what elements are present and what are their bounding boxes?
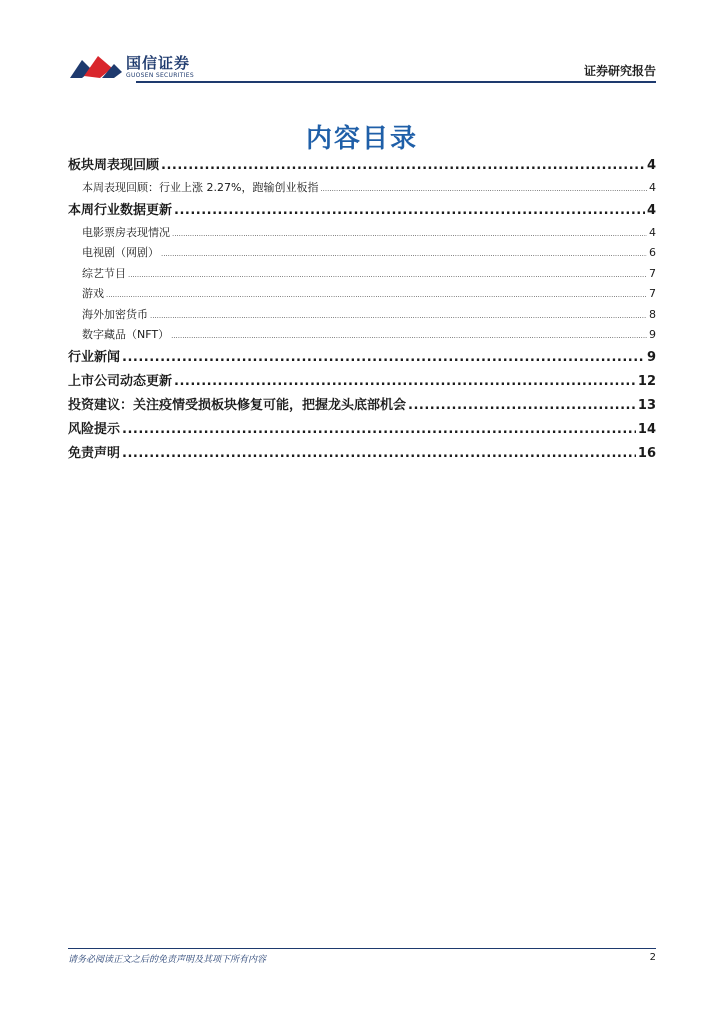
- toc-entry-label: 免责声明: [68, 445, 121, 461]
- toc-entry-subsection[interactable]: [68, 178, 656, 199]
- toc-entry-section[interactable]: [68, 370, 656, 394]
- toc-leader-dots: [122, 346, 645, 370]
- toc-entry-subsection[interactable]: [68, 223, 656, 244]
- toc-entry-page: 4: [646, 202, 656, 218]
- toc-leader-dots: [174, 370, 636, 394]
- toc-leader-dots: [320, 178, 647, 200]
- toc-entry-section[interactable]: [68, 154, 656, 178]
- table-of-contents: [68, 154, 656, 466]
- toc-leader-dots: [172, 223, 647, 245]
- toc-entry-section[interactable]: [68, 442, 656, 466]
- toc-leader-dots: [128, 264, 647, 286]
- toc-entry-subsection[interactable]: [68, 284, 656, 305]
- toc-entry-page: 16: [637, 445, 656, 461]
- disclaimer-note: 请务必阅读正文之后的免责声明及其项下所有内容: [68, 955, 267, 965]
- toc-entry-section[interactable]: [68, 418, 656, 442]
- toc-entry-label: 电视剧（网剧）: [82, 246, 159, 259]
- toc-entry-section[interactable]: [68, 394, 656, 418]
- toc-entry-label: 综艺节目: [82, 266, 126, 280]
- toc-entry-label: 上市公司动态更新: [68, 373, 173, 389]
- toc-entry-label: 海外加密货币: [82, 307, 148, 321]
- toc-entry-label: 行业新闻: [68, 349, 121, 365]
- toc-entry-page: 13: [637, 397, 656, 413]
- toc-entry-section[interactable]: [68, 346, 656, 370]
- footer-divider: [68, 948, 656, 949]
- toc-leader-dots: [122, 418, 636, 442]
- toc-entry-page: 7: [649, 287, 656, 300]
- report-type-label: 证券研究报告: [583, 64, 656, 78]
- toc-leader-dots: [161, 154, 645, 178]
- toc-entry-page: 4: [649, 225, 656, 239]
- toc-leader-dots: [408, 394, 636, 418]
- toc-entry-subsection[interactable]: [68, 325, 656, 346]
- toc-entry-subsection[interactable]: [68, 264, 656, 285]
- guosen-logo-icon: [68, 52, 122, 82]
- toc-entry-subsection[interactable]: [68, 305, 656, 326]
- toc-entry-label: 本周行业数据更新: [68, 202, 173, 218]
- page-number: 2: [649, 952, 656, 963]
- toc-entry-page: 8: [649, 307, 656, 321]
- page-header: [68, 50, 656, 84]
- toc-entry-label: 风险提示: [68, 421, 121, 437]
- brand-name-en: GUOSEN SECURITIES: [126, 71, 195, 79]
- toc-leader-dots: [122, 442, 636, 466]
- toc-entry-label: 投资建议：关注疫情受损板块修复可能，把握龙头底部机会: [68, 397, 407, 413]
- toc-entry-label: 本周表现回顾：行业上涨 2.27%，跑输创业板指: [82, 181, 319, 194]
- toc-entry-page: 4: [646, 158, 656, 173]
- toc-entry-subsection[interactable]: [68, 243, 656, 264]
- toc-entry-label: 板块周表现回顾: [68, 158, 160, 173]
- guosen-logo: [68, 50, 194, 84]
- toc-title: 内容目录: [305, 124, 418, 154]
- toc-entry-page: 6: [649, 246, 656, 259]
- header-divider: [136, 81, 656, 83]
- toc-entry-page: 4: [649, 181, 656, 194]
- toc-leader-dots: [150, 305, 647, 327]
- toc-leader-dots: [171, 325, 647, 347]
- toc-entry-label: 游戏: [82, 287, 104, 300]
- toc-entry-page: 14: [637, 421, 656, 437]
- brand-name-cn: 国信证券: [126, 53, 191, 72]
- toc-leader-dots: [106, 284, 647, 306]
- toc-entry-section[interactable]: [68, 199, 656, 223]
- toc-entry-page: 9: [649, 328, 656, 341]
- toc-entry-page: 9: [646, 349, 656, 365]
- toc-entry-page: 7: [649, 266, 656, 280]
- toc-leader-dots: [161, 243, 647, 265]
- toc-entry-label: 数字藏品（NFT）: [82, 328, 170, 341]
- toc-leader-dots: [174, 199, 645, 223]
- toc-entry-page: 12: [637, 373, 656, 389]
- toc-entry-label: 电影票房表现情况: [82, 225, 170, 239]
